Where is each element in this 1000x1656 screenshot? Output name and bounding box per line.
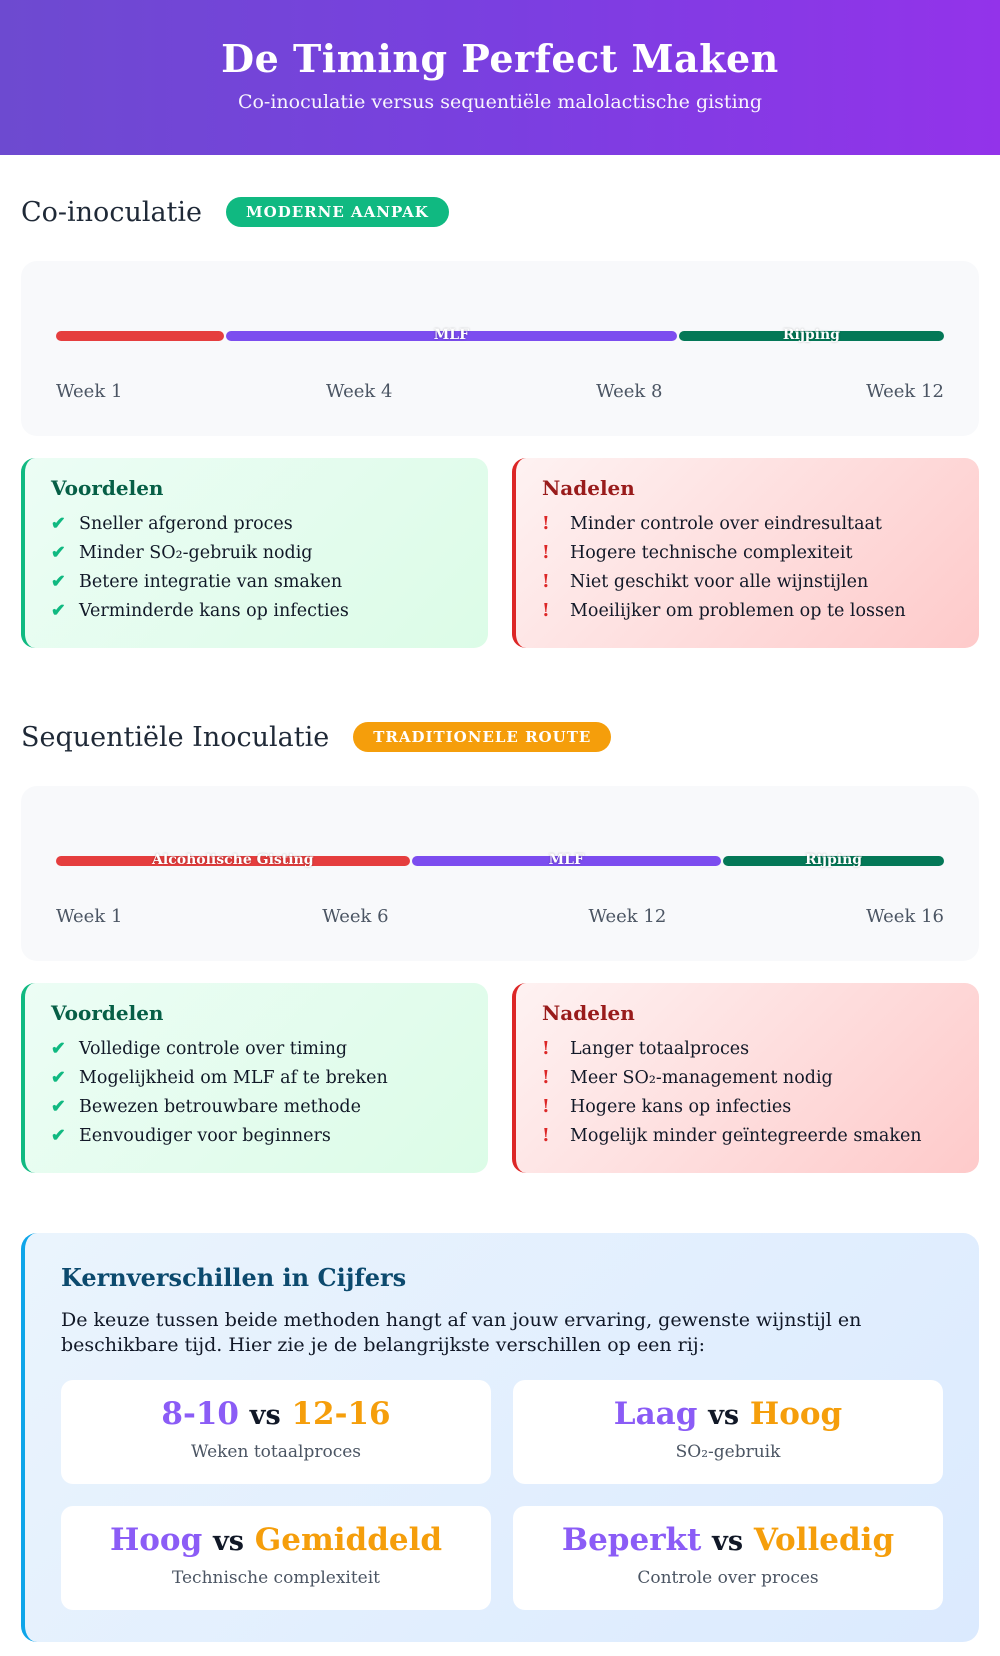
pro-text: Eenvoudiger voor beginners bbox=[79, 1126, 331, 1146]
seq-segment-mlf bbox=[412, 852, 721, 868]
check-icon: ✔ bbox=[51, 1097, 66, 1117]
con-text: Meer SO₂-management nodig bbox=[570, 1068, 833, 1088]
check-icon: ✔ bbox=[51, 1039, 66, 1059]
con-text: Hogere technische complexiteit bbox=[570, 543, 853, 563]
co-pros-cons bbox=[21, 458, 979, 648]
check-icon: ✔ bbox=[51, 1126, 66, 1146]
cons-title: Nadelen bbox=[542, 1001, 635, 1025]
exclamation-icon: ! bbox=[542, 1097, 550, 1117]
stat-co-value: Beperkt bbox=[561, 1522, 702, 1558]
seq-segment-label: Alcoholische Gisting bbox=[152, 852, 314, 868]
seq-section-header bbox=[21, 708, 979, 766]
co-segment-label: MLF bbox=[433, 327, 470, 343]
stat-card bbox=[513, 1506, 943, 1610]
co-segment-ripening bbox=[679, 327, 944, 343]
week-label: Week 4 bbox=[326, 381, 393, 402]
stat-card bbox=[61, 1506, 491, 1610]
co-approach-badge: MODERNE AANPAK bbox=[226, 197, 449, 227]
co-cons-card bbox=[512, 458, 979, 648]
vs-label: vs bbox=[213, 1526, 244, 1557]
pro-item bbox=[51, 1035, 462, 1064]
stat-value bbox=[69, 1396, 483, 1432]
con-item bbox=[542, 1035, 953, 1064]
pro-item bbox=[51, 539, 462, 568]
co-section-header bbox=[21, 183, 979, 241]
seq-pros-card bbox=[21, 983, 488, 1173]
pro-text: Volledige controle over timing bbox=[79, 1039, 348, 1059]
seq-segment-ripening bbox=[723, 852, 944, 868]
pro-text: Sneller afgerond proces bbox=[79, 514, 293, 534]
exclamation-icon: ! bbox=[542, 1039, 550, 1059]
seq-timeline bbox=[21, 786, 979, 961]
con-item bbox=[542, 1122, 953, 1151]
week-label: Week 12 bbox=[866, 381, 944, 402]
pro-text: Betere integratie van smaken bbox=[79, 572, 343, 592]
stat-card bbox=[61, 1380, 491, 1484]
con-item bbox=[542, 510, 953, 539]
seq-timeline-bar bbox=[56, 852, 944, 868]
vs-label: vs bbox=[712, 1526, 744, 1557]
seq-section-title: Sequentiële Inoculatie bbox=[21, 721, 330, 753]
pro-text: Bewezen betrouwbare methode bbox=[79, 1097, 361, 1117]
check-icon: ✔ bbox=[51, 514, 66, 534]
stat-label: Weken totaalproces bbox=[190, 1442, 362, 1462]
co-timeline-bar bbox=[56, 327, 944, 343]
stat-label: Controle over proces bbox=[637, 1568, 819, 1588]
con-text: Hogere kans op infecties bbox=[570, 1097, 792, 1117]
week-label: Week 16 bbox=[866, 906, 944, 927]
seq-segment-alcoholic bbox=[56, 852, 410, 868]
stat-co-value: 8-10 bbox=[161, 1396, 239, 1432]
stat-co-value: Laag bbox=[613, 1396, 698, 1432]
pro-text: Mogelijkheid om MLF af te breken bbox=[79, 1068, 388, 1088]
con-item bbox=[542, 597, 953, 626]
co-section-title: Co-inoculatie bbox=[21, 196, 203, 228]
week-label: Week 1 bbox=[56, 906, 123, 927]
pro-item bbox=[51, 1122, 462, 1151]
seq-week-axis bbox=[56, 906, 944, 927]
week-label: Week 8 bbox=[596, 381, 663, 402]
stat-co-value: Hoog bbox=[109, 1522, 203, 1558]
co-week-axis bbox=[56, 381, 944, 402]
pro-item bbox=[51, 597, 462, 626]
stat-seq-value: Volledig bbox=[753, 1522, 895, 1558]
week-label: Week 1 bbox=[56, 381, 123, 402]
exclamation-icon: ! bbox=[542, 514, 550, 534]
con-text: Mogelijk minder geïntegreerde smaken bbox=[570, 1126, 922, 1146]
exclamation-icon: ! bbox=[542, 1126, 550, 1146]
exclamation-icon: ! bbox=[542, 601, 550, 621]
exclamation-icon: ! bbox=[542, 543, 550, 563]
pro-item bbox=[51, 568, 462, 597]
stat-label: Technische complexiteit bbox=[171, 1568, 381, 1588]
con-text: Minder controle over eindresultaat bbox=[570, 514, 882, 534]
stats-grid bbox=[61, 1380, 943, 1610]
seq-cons-card bbox=[512, 983, 979, 1173]
seq-segment-label: MLF bbox=[548, 852, 584, 868]
stat-seq-value: Hoog bbox=[749, 1396, 843, 1432]
week-label: Week 6 bbox=[322, 906, 389, 927]
page-subtitle: Co-inoculatie versus sequentiële malolactische gisting bbox=[237, 91, 763, 113]
pro-item bbox=[51, 1093, 462, 1122]
co-segment-label: Rijping bbox=[782, 327, 840, 343]
seq-pros-cons bbox=[21, 983, 979, 1173]
con-item bbox=[542, 1064, 953, 1093]
pro-item bbox=[51, 1064, 462, 1093]
stat-value bbox=[521, 1396, 935, 1432]
con-item bbox=[542, 568, 953, 597]
seq-segment-label: Rijping bbox=[804, 852, 863, 868]
vs-label: vs bbox=[249, 1400, 281, 1431]
exclamation-icon: ! bbox=[542, 572, 550, 592]
con-item bbox=[542, 539, 953, 568]
co-segment-alcoholic bbox=[56, 331, 224, 341]
con-text: Langer totaalproces bbox=[570, 1039, 750, 1059]
pros-title: Voordelen bbox=[51, 1001, 164, 1025]
con-text: Moeilijker om problemen op te lossen bbox=[570, 601, 906, 621]
hero-header bbox=[0, 0, 1000, 155]
stat-value bbox=[69, 1522, 483, 1558]
check-icon: ✔ bbox=[51, 601, 66, 621]
exclamation-icon: ! bbox=[542, 1068, 550, 1088]
stat-label: SO₂-gebruik bbox=[675, 1442, 781, 1462]
co-pros-card bbox=[21, 458, 488, 648]
check-icon: ✔ bbox=[51, 572, 66, 592]
con-text: Niet geschikt voor alle wijnstijlen bbox=[570, 572, 869, 592]
stat-seq-value: 12-16 bbox=[291, 1396, 391, 1432]
week-label: Week 12 bbox=[588, 906, 667, 927]
seq-approach-badge: TRADITIONELE ROUTE bbox=[353, 722, 611, 752]
pro-text: Minder SO₂-gebruik nodig bbox=[79, 543, 313, 563]
check-icon: ✔ bbox=[51, 543, 66, 563]
key-intro: De keuze tussen beide methoden hangt af van jouw ervaring, gewenste wijnstijl en beschikbare tijd. Hier zie je de belangrijkste verschillen op een rij: bbox=[61, 1309, 862, 1356]
key-differences-panel bbox=[21, 1233, 979, 1642]
cons-title: Nadelen bbox=[542, 476, 635, 500]
check-icon: ✔ bbox=[51, 1068, 66, 1088]
page-title: De Timing Perfect Maken bbox=[221, 36, 779, 81]
pro-text: Verminderde kans op infecties bbox=[79, 601, 349, 621]
stat-card bbox=[513, 1380, 943, 1484]
stat-value bbox=[521, 1522, 935, 1558]
stat-seq-value: Gemiddeld bbox=[254, 1522, 443, 1558]
key-title: Kernverschillen in Cijfers bbox=[61, 1263, 407, 1292]
pro-item bbox=[51, 510, 462, 539]
co-timeline bbox=[21, 261, 979, 436]
co-segment-mlf bbox=[226, 327, 677, 343]
pros-title: Voordelen bbox=[51, 476, 164, 500]
vs-label: vs bbox=[708, 1400, 740, 1431]
con-item bbox=[542, 1093, 953, 1122]
